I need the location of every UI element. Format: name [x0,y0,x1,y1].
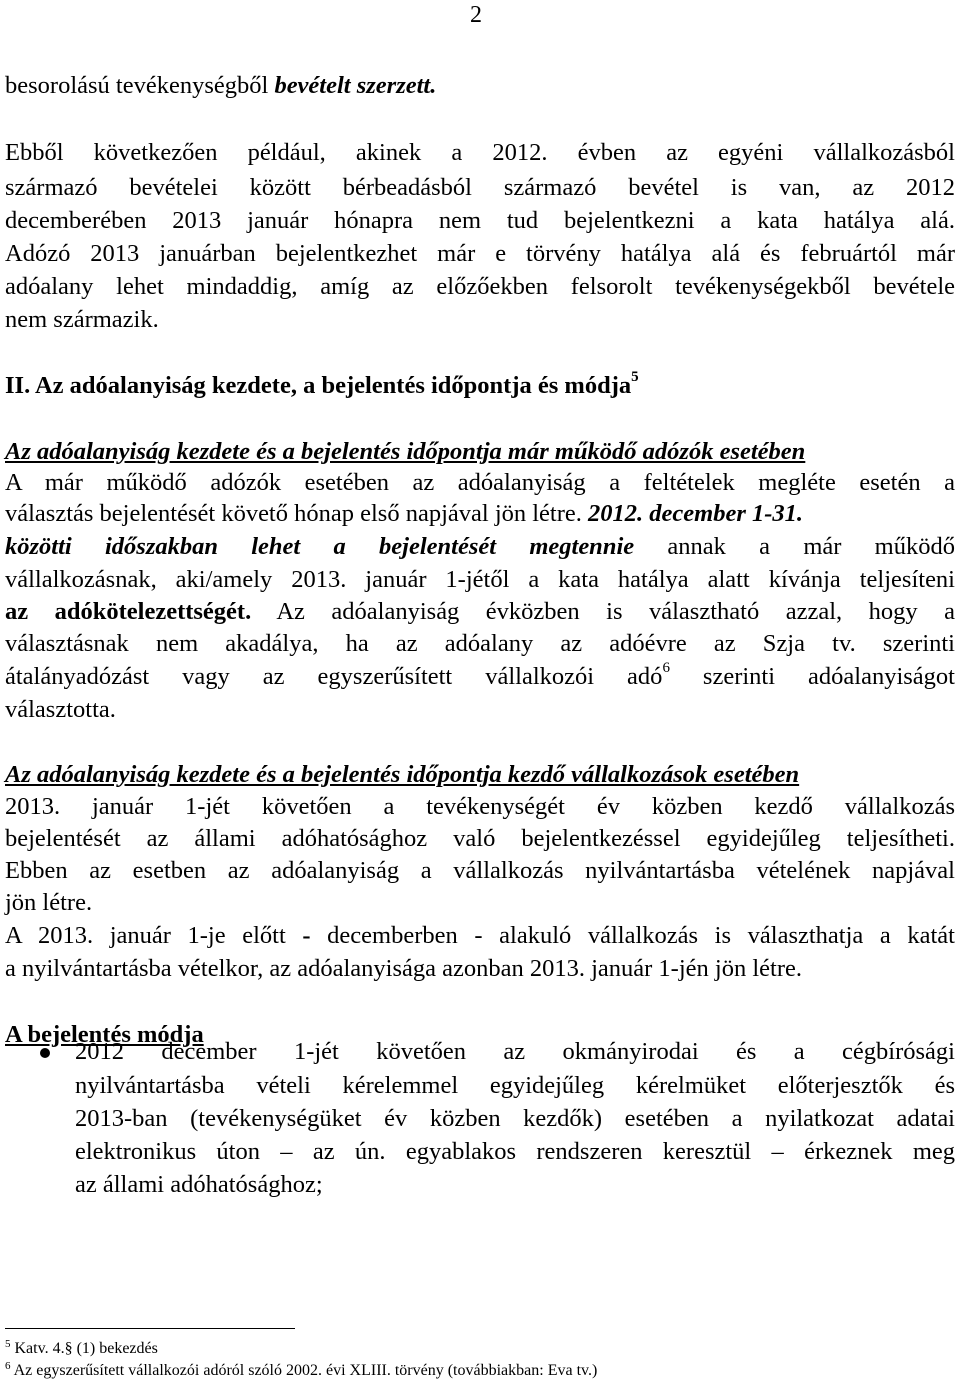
emphasis-text: az adókötelezettségét. [5,598,252,625]
footnote-number: 5 [5,1338,11,1350]
paragraph-line: nem származik. [5,306,159,333]
paragraph-continuation: besorolású tevékenységből bevételt szerzett. [5,72,437,99]
paragraph-line: jön létre. [5,889,93,916]
bullet-line: 2012 december 1-jét követően az okmányirodai és a cégbírósági [75,1038,955,1065]
paragraph-line: választásnak nem akadálya, ha az adóalany az adóévre az Szja tv. szerinti [5,630,955,657]
paragraph-line: adóalany lehet mindaddig, amíg az előzőekben felsorolt tevékenységekből bevétele [5,273,955,300]
paragraph-line: választás bejelentését követő hónap első napjával jön létre. 2012. december 1-31. [5,500,804,527]
emphasis-text: közötti időszakban lehet a bejelentését megtennie [5,533,635,560]
subsection-heading: A bejelentés módja [5,1021,204,1048]
footnote-number: 6 [5,1360,11,1372]
paragraph-line: bejelentését az állami adóhatósághoz való bejelentkezéssel egyidejűleg teljesítheti. [5,825,955,852]
paragraph-line: 2013. január 1-jét követően a tevékenységét év közben kezdő vállalkozás [5,793,955,820]
subsection-heading: Az adóalanyiság kezdete és a bejelentés időpontja kezdő vállalkozások esetében [5,761,800,788]
footnote: $^6$ Az egyszerűsített vállalkozói adóról szóló 2002. évi XLIII. törvény (továbbiakban: Eva tv.) [5,1360,598,1379]
bullet-icon [40,1048,50,1058]
paragraph-line: Ebben az esetben az adóalanyiság a vállalkozás nyilvántartásba vételének napjával [5,857,955,884]
subsection-heading: Az adóalanyiság kezdete és a bejelentés időpontja már működő adózók esetében [5,438,806,465]
date-range-text: 2012. december 1-31. [588,500,804,527]
paragraph-line: a nyilvántartásba vételkor, az adóalanyisága azonban 2013. január 1-jén jön létre. [5,955,802,982]
paragraph-line: az adókötelezettségét. Az adóalanyiság évközben is választható azzal, hogy a [5,598,955,625]
bullet-line: az állami adóhatósághoz; [75,1171,323,1198]
emphasis-text: bevételt szerzett. [274,72,437,99]
paragraph-line: decemberében 2013 január hónapra nem tud bejelentkezni a kata hatálya alá. [5,207,955,234]
paragraph-line: átalányadózást vagy az egyszerűsített vállalkozói adó$^6$ szerinti adóalanyiságot [5,660,955,690]
page-number: 2 [470,2,482,28]
bullet-line: nyilvántartásba vételi kérelemmel egyidejűleg kérelmüket előterjesztők és [75,1072,955,1099]
section-heading: II. Az adóalanyiság kezdete, a bejelentés időpontja és módja$^5$ [5,369,639,399]
paragraph-line: vállalkozásnak, aki/amely 2013. január 1-jétől a kata hatálya alatt kívánja teljesíteni [5,566,955,593]
paragraph-line: közötti időszakban lehet a bejelentését megtennie annak a már működő [5,533,955,560]
bullet-line: elektronikus úton – az ún. egyablakos rendszeren keresztül – érkeznek meg [75,1138,955,1165]
paragraph-line: Ebből következően például, akinek a 2012. évben az egyéni vállalkozásból [5,139,955,166]
footnote: $^5$ Katv. 4.§ (1) bekezdés [5,1338,158,1357]
paragraph-line: Adózó 2013 januárban bejelentkezhet már e törvény hatálya alá és februártól már [5,240,955,267]
paragraph-line: A 2013. január 1-je előtt - decemberben - alakuló vállalkozás is választhatja a katát [5,922,955,949]
paragraph-line: választotta. [5,696,116,723]
paragraph-line: származó bevételei között bérbeadásból származó bevétel is van, az 2012 [5,174,955,201]
footnote-ref: 5 [631,369,639,385]
paragraph-line: A már működő adózók esetében az adóalanyiság a feltételek megléte esetén a [5,469,955,496]
footnote-divider [5,1328,295,1329]
bullet-line: 2013-ban (tevékenységüket év közben kezdők) esetében a nyilatkozat adatai [75,1105,955,1132]
footnote-ref: 6 [662,660,670,676]
